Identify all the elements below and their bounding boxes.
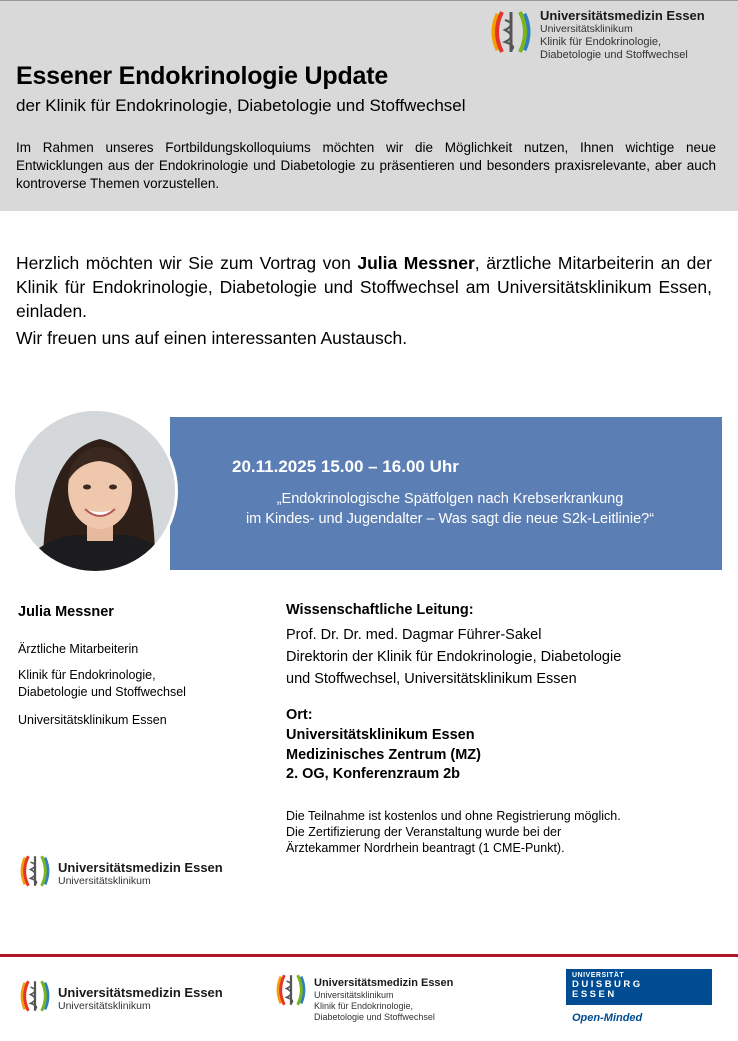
- location-line-3: 2. OG, Konferenzraum 2b: [286, 766, 461, 782]
- ude-duisburg: DUISBURG: [572, 979, 643, 990]
- ude-logo: [566, 969, 712, 1024]
- speaker-name: Julia Messner: [18, 604, 114, 620]
- location-line-1: Universitätsklinikum Essen: [286, 727, 475, 743]
- ume-snake-logo-icon: [18, 976, 52, 1016]
- talk-title-line-2: im Kindes- und Jugendalter – Was sagt die neue S2k-Leitlinie?“: [245, 511, 655, 527]
- logo-name: Universitätsmedizin Essen: [540, 8, 705, 23]
- closing-text: Wir freuen uns auf einen interessanten Austausch.: [16, 328, 408, 348]
- leadership-role-2: und Stoffwechsel, Universitätsklinikum Essen: [286, 671, 577, 687]
- talk-title-line-1: „Endokrinologische Spätfolgen nach Krebserkrankung: [276, 491, 624, 507]
- speaker-dept-1: Klinik für Endokrinologie,: [18, 668, 156, 682]
- leadership-name: Prof. Dr. Dr. med. Dagmar Führer-Sakel: [286, 627, 542, 643]
- ume-logo-mid: [18, 851, 223, 891]
- top-border: [0, 0, 738, 1]
- invitation-speaker: Julia Messner: [357, 253, 475, 273]
- ume-snake-logo-icon: [274, 970, 308, 1010]
- speaker-portrait: [12, 408, 178, 574]
- ude-essen: ESSEN: [572, 989, 617, 1000]
- ude-logo-icon: [566, 969, 712, 1005]
- ume-snake-logo-icon: [18, 851, 52, 891]
- speaker-institution: Universitätsklinikum Essen: [18, 713, 167, 727]
- logo-name: Universitätsmedizin Essen: [58, 860, 223, 875]
- portrait-photo-icon: [15, 411, 178, 574]
- logo-name: Universitätsmedizin Essen: [58, 985, 223, 1000]
- location-lines: [286, 726, 481, 785]
- footer-rule: [0, 954, 738, 957]
- intro-text: Im Rahmen unseres Fortbildungskolloquiums möchten wir die Möglichkeit nutzen, Ihnen wichtige neue Entwicklungen aus der Endokrinologie und Diabetologie zu präsentieren und besonders praxisrelevante, aber auch kontroverse Themen vorzustellen.: [16, 140, 716, 191]
- location-heading: Ort:: [286, 707, 313, 723]
- page-subtitle: der Klinik für Endokrinologie, Diabetologie und Stoffwechsel: [16, 96, 466, 115]
- invitation-post: , ärztliche Mitarbeiterin an der Klinik für Endokrinologie, Diabetologie und Stoffwechsel am Universitätsklinikum Essen, einladen.: [16, 253, 712, 321]
- speaker-role: Ärztliche Mitarbeiterin: [18, 642, 139, 656]
- ume-logo-footer-center: [274, 970, 453, 1023]
- logo-dept-1: Klinik für Endokrinologie,: [314, 1001, 414, 1011]
- leadership-role-1: Direktorin der Klinik für Endokrinologie, Diabetologie: [286, 649, 622, 665]
- talk-title: [190, 489, 710, 529]
- logo-dept-2: Diabetologie und Stoffwechsel: [540, 49, 688, 61]
- logo-sub: Universitätsklinikum: [314, 990, 394, 1000]
- speaker-dept-2: Diabetologie und Stoffwechsel: [18, 685, 186, 699]
- logo-dept-1: Klinik für Endokrinologie,: [540, 36, 662, 48]
- leadership-heading: Wissenschaftliche Leitung:: [286, 602, 474, 618]
- leadership-body: [286, 624, 706, 690]
- notes-line-2: Die Zertifizierung der Veranstaltung wurde bei der: [286, 825, 562, 839]
- ude-university: UNIVERSITÄT: [572, 972, 625, 979]
- notes-line-3: Ärztekammer Nordrhein beantragt (1 CME-Punkt).: [286, 841, 565, 855]
- event-datetime: 20.11.2025 15.00 – 16.00 Uhr: [232, 457, 459, 476]
- logo-sub: Universitätsklinikum: [58, 1000, 151, 1012]
- notes-line-1: Die Teilnahme ist kostenlos und ohne Registrierung möglich.: [286, 809, 621, 823]
- logo-sub: Universitätsklinikum: [540, 23, 633, 35]
- page-title: Essener Endokrinologie Update: [16, 62, 389, 90]
- ude-tagline: Open-Minded: [572, 1012, 643, 1024]
- ume-logo-top: [488, 8, 705, 62]
- location-line-2: Medizinisches Zentrum (MZ): [286, 746, 481, 763]
- invitation-text: [16, 251, 712, 323]
- logo-dept-2: Diabetologie und Stoffwechsel: [314, 1012, 435, 1022]
- ume-snake-logo-icon: [488, 8, 534, 56]
- invitation-pre: Herzlich möchten wir Sie zum Vortrag von: [16, 253, 358, 273]
- logo-name: Universitätsmedizin Essen: [314, 977, 454, 989]
- ume-logo-footer-left: [18, 976, 223, 1016]
- logo-sub: Universitätsklinikum: [58, 875, 151, 887]
- participation-notes: [286, 808, 706, 856]
